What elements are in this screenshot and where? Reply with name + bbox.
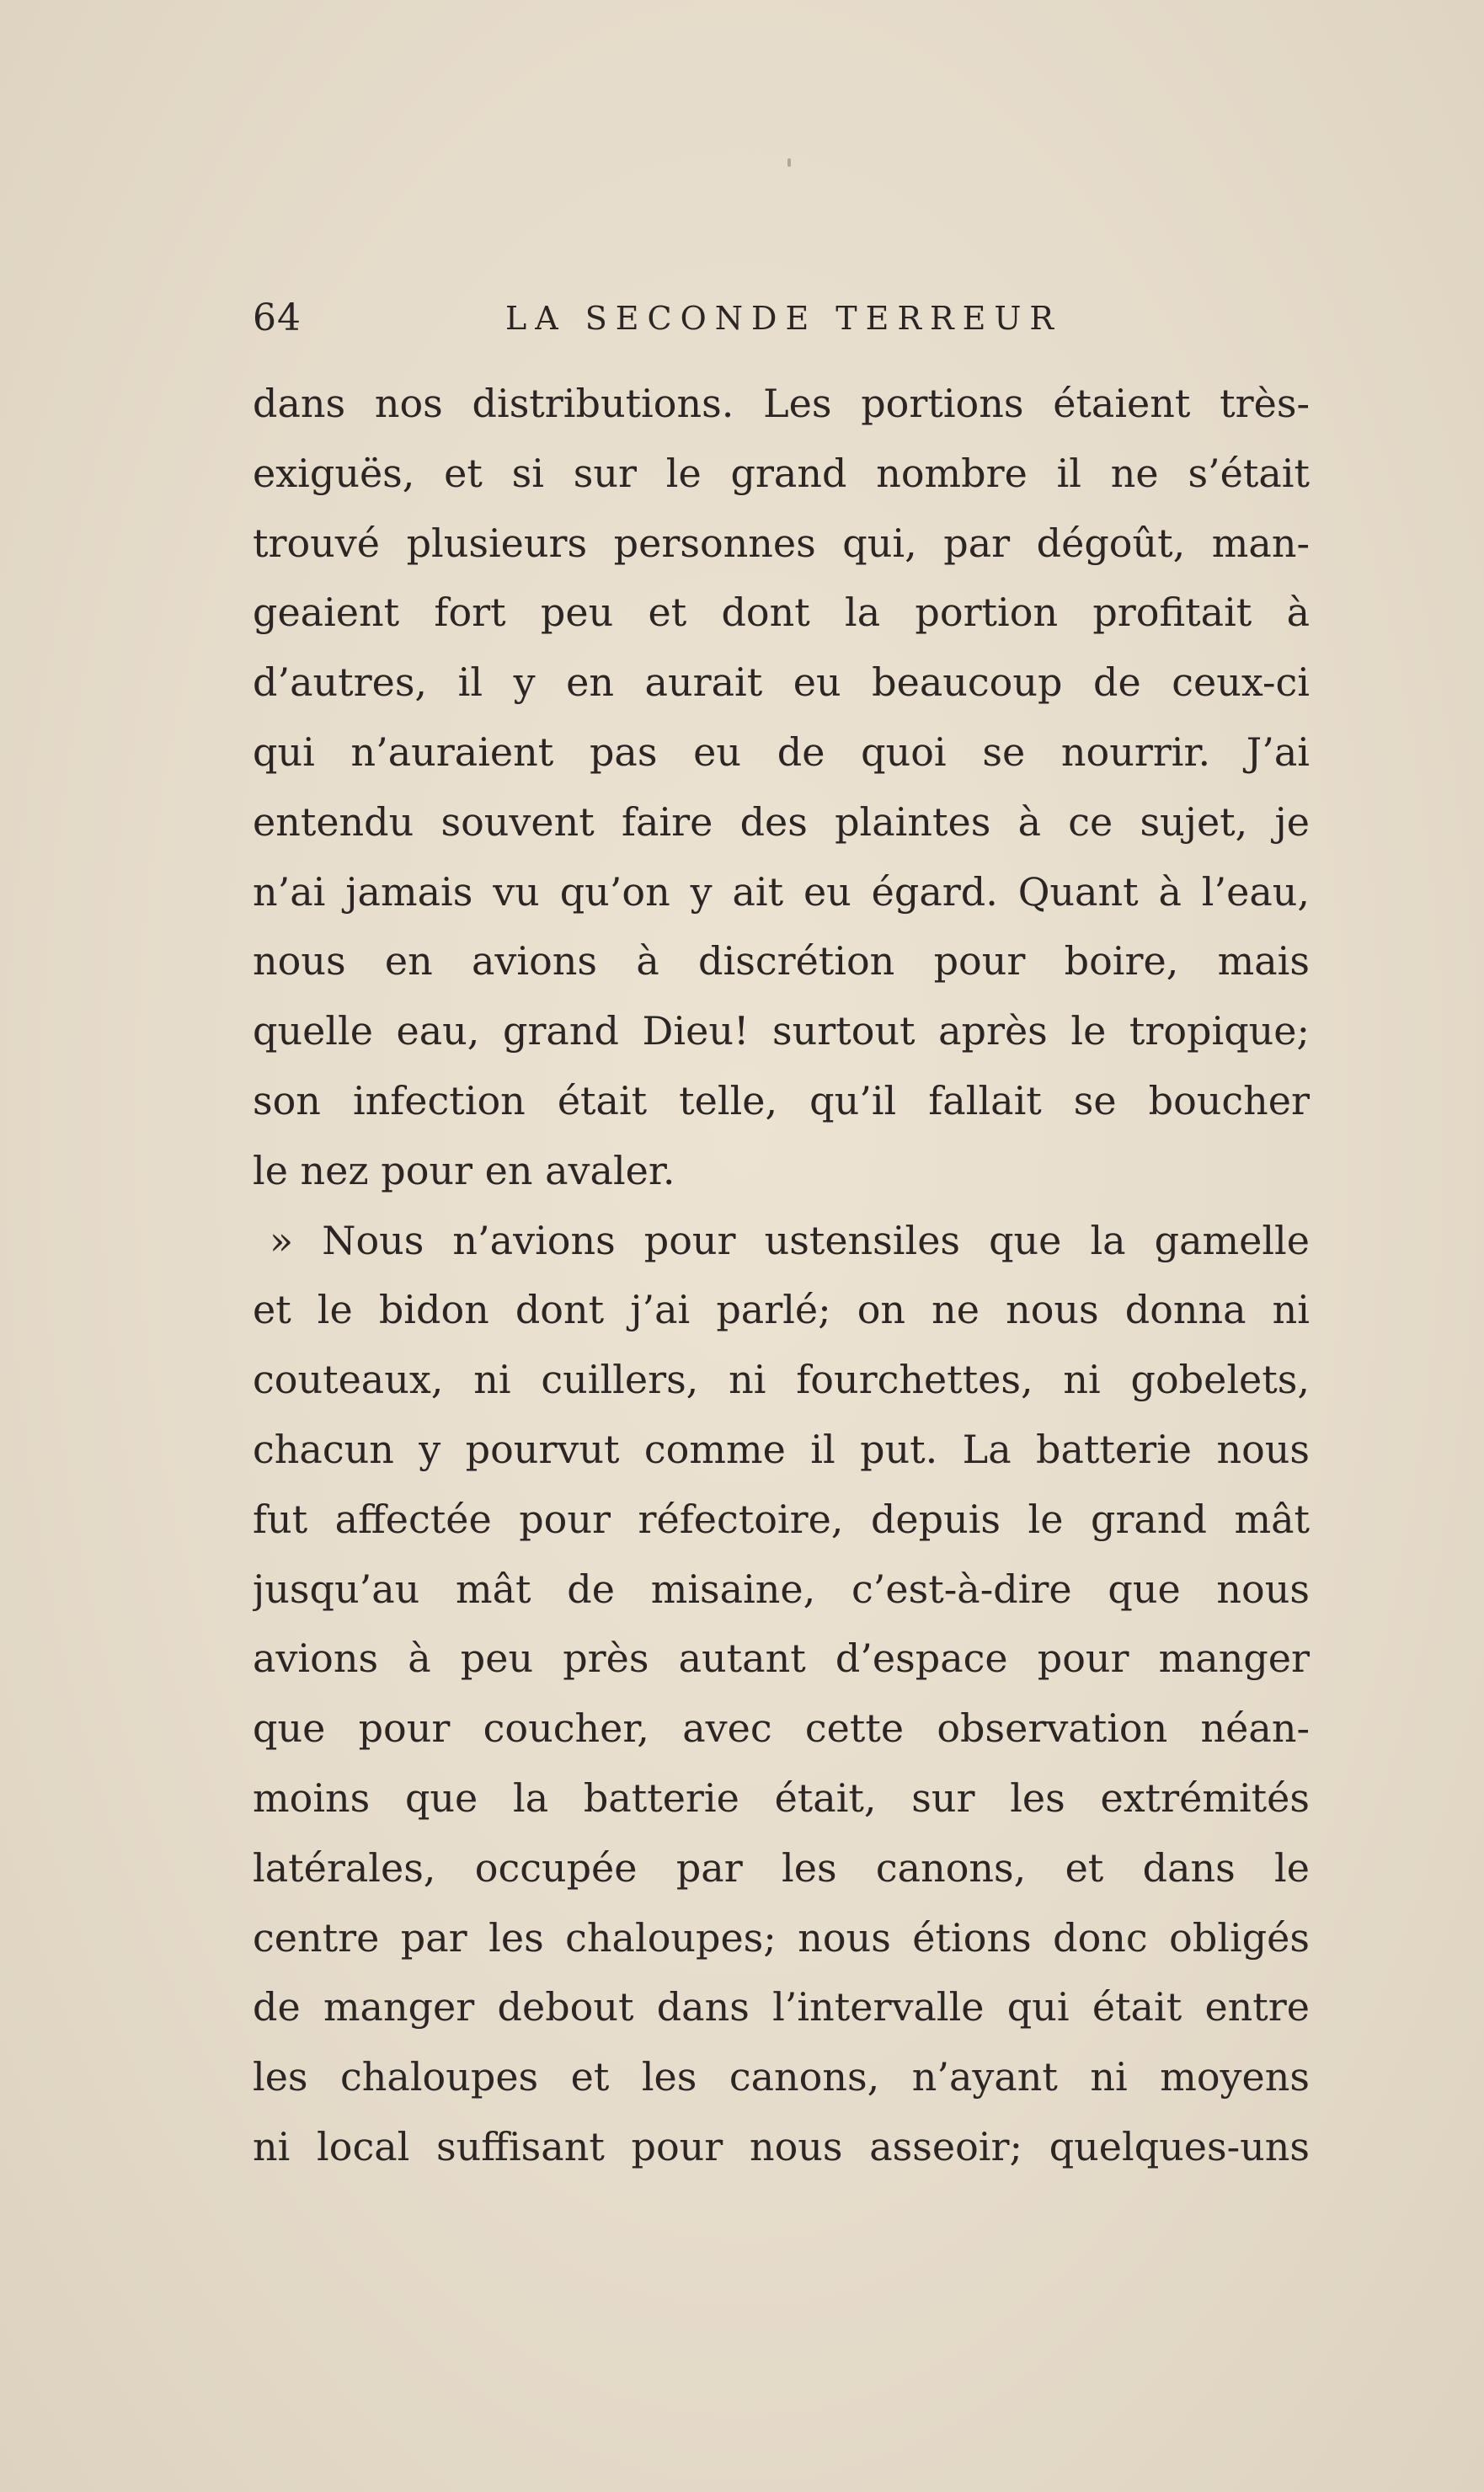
text-line: qui n’auraient pas eu de quoi se nourrir. J’ai: [253, 728, 1310, 775]
paragraph-end-line: le nez pour en avaler.: [253, 1147, 675, 1193]
text-line: geaient fort peu et dont la portion profitait à: [253, 590, 1310, 636]
text-line: entendu souvent faire des plaintes à ce sujet, je: [253, 798, 1310, 845]
text-line: quelle eau, grand Dieu! surtout après le tropique;: [253, 1008, 1310, 1054]
text-line: couteaux, ni cuillers, ni fourchettes, ni gobelets,: [253, 1357, 1310, 1403]
text-line: exiguës, et si sur le grand nombre il ne s’était: [253, 450, 1310, 496]
text-line: chacun y pourvut comme il put. La batterie nous: [253, 1426, 1310, 1472]
text-line: son infection était telle, qu’il fallait se boucher: [253, 1077, 1310, 1123]
text-line: latérales, occupée par les canons, et dans le: [253, 1844, 1310, 1891]
text-line: nous en avions à discrétion pour boire, mais: [253, 938, 1310, 985]
text-line: dans nos distributions. Les portions étaient très-: [253, 381, 1310, 426]
running-title: LA SECONDE TERREUR: [505, 300, 1062, 337]
text-line: centre par les chaloupes; nous étions donc obligés: [253, 1914, 1310, 1961]
text-line: avions à peu près autant d’espace pour manger: [253, 1636, 1310, 1682]
text-line: les chaloupes et les canons, n’ayant ni moyens: [253, 2054, 1310, 2100]
text-line: fut affectée pour réfectoire, depuis le grand mât: [253, 1496, 1310, 1542]
body-text: [253, 369, 1310, 2182]
text-line: n’ai jamais vu qu’on y ait eu égard. Quant à l’eau,: [253, 868, 1310, 915]
text-line: d’autres, il y en aurait eu beaucoup de ceux-ci: [253, 659, 1310, 706]
running-head: [253, 296, 1331, 347]
text-line: ni local suffisant pour nous asseoir; quelques-uns: [253, 2123, 1310, 2169]
paragraph-start-line: » Nous n’avions pour ustensiles que la gamelle: [270, 1217, 1310, 1263]
page-number: 64: [253, 296, 302, 339]
text-line: et le bidon dont j’ai parlé; on ne nous donna ni: [253, 1287, 1310, 1333]
paper-blemish: [787, 158, 791, 167]
text-line: moins que la batterie était, sur les extrémités: [253, 1774, 1310, 1821]
text-line: trouvé plusieurs personnes qui, par dégoût, man-: [253, 520, 1310, 566]
text-line: jusqu’au mât de misaine, c’est-à-dire que nous: [253, 1566, 1310, 1612]
text-line: que pour coucher, avec cette observation néan-: [253, 1705, 1310, 1752]
text-line: de manger debout dans l’intervalle qui était entre: [253, 1984, 1310, 2030]
